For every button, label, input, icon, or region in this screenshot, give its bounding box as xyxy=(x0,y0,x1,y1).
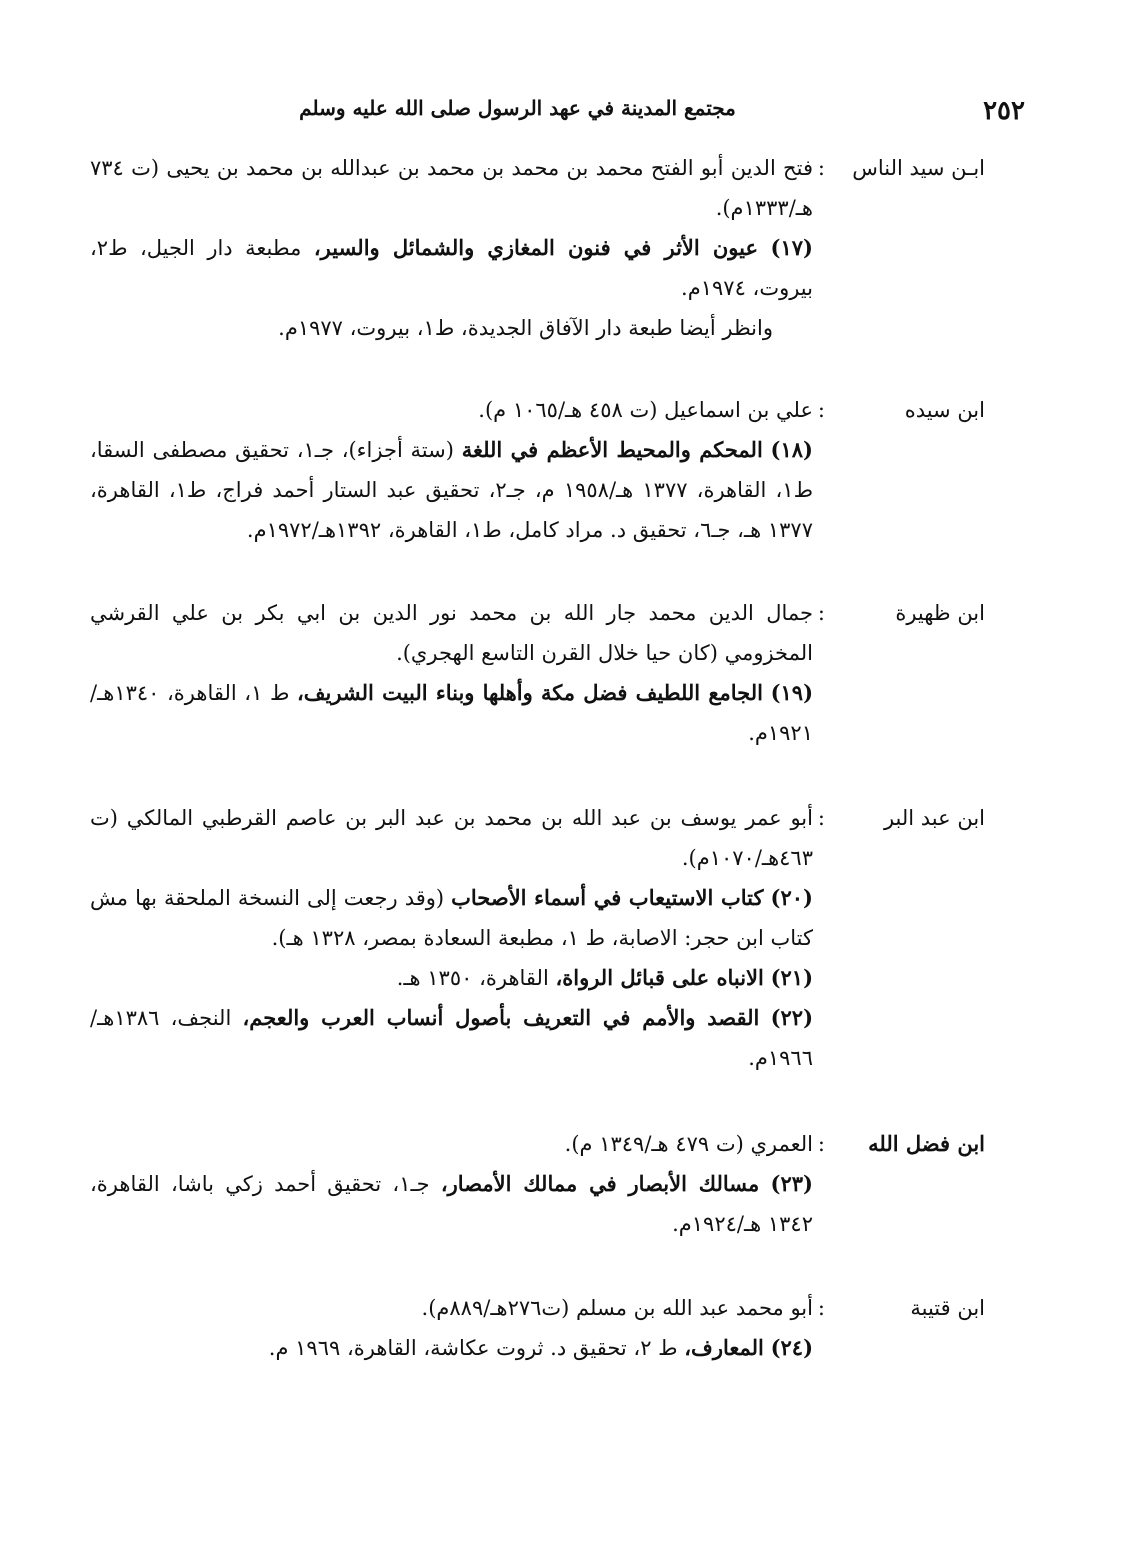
bibliography-entry xyxy=(90,798,985,1078)
work-details: (ستة أجزاء)، جـ١، تحقيق مصطفى السقا، ط١، القاهرة، ١٣٧٧ هـ/١٩٥٨ م، جـ٢، تحقيق عبد الستار أحمد فراج، ط١، القاهرة، ١٣٧٧ هـ، جـ٦، تحقيق د. مراد كامل، ط١، القاهرة، ١٣٩٢هـ/١٩٧٢م. xyxy=(90,438,813,542)
work-title: كتاب الاستيعاب في أسماء الأصحاب xyxy=(451,885,764,910)
colon-separator: : xyxy=(817,806,825,830)
work-details: (وقد رجعت إلى النسخة الملحقة بها مش كتاب ابن حجر: الاصابة، ط ١، مطبعة السعادة بمصر، ١٣٢٨ هـ). xyxy=(90,886,813,950)
author-bio: علي بن اسماعيل (ت ٤٥٨ هـ/١٠٦٥ م). xyxy=(478,398,813,422)
author-name: ابن فضل الله xyxy=(868,1131,985,1156)
page-number: ٢٥٢ xyxy=(983,96,1025,126)
work-title: مسالك الأبصار في ممالك الأمصار، xyxy=(440,1171,760,1196)
colon-separator: : xyxy=(817,1132,825,1156)
colon-separator: : xyxy=(817,156,825,180)
work-number: (١٨) xyxy=(770,437,813,462)
work-note: وانظر أيضا طبعة دار الآفاق الجديدة، ط١، بيروت، ١٩٧٧م. xyxy=(278,316,773,340)
colon-separator: : xyxy=(817,601,825,625)
work-number: (١٩) xyxy=(770,680,813,705)
work-details: النجف، ١٣٨٦هـ/١٩٦٦م. xyxy=(90,1006,813,1070)
work-item xyxy=(90,998,813,1078)
work-details: مطبعة دار الجيل، ط٢، بيروت، ١٩٧٤م. xyxy=(90,236,813,300)
work-item xyxy=(90,228,813,308)
work-item xyxy=(90,1164,813,1244)
bibliography-entry xyxy=(90,390,985,550)
work-details: جـ١، تحقيق أحمد زكي باشا، القاهرة، ١٣٤٢ هـ/١٩٢٤م. xyxy=(90,1172,813,1236)
work-number: (١٧) xyxy=(770,235,813,260)
work-title: الجامع اللطيف فضل مكة وأهلها وبناء البيت الشريف، xyxy=(296,680,763,705)
bibliography-entry xyxy=(90,593,985,753)
work-item xyxy=(90,1328,813,1368)
author-name: ابن قتيبة xyxy=(910,1296,985,1320)
colon-separator: : xyxy=(817,1296,825,1320)
work-item xyxy=(90,958,813,998)
author-bio: العمري (ت ٤٧٩ هـ/١٣٤٩ م). xyxy=(564,1132,813,1156)
author-bio: أبو عمر يوسف بن عبد الله بن محمد بن عبد البر بن عاصم القرطبي المالكي (ت ٤٦٣هـ/١٠٧٠م). xyxy=(90,806,813,870)
work-number: (٢٣) xyxy=(770,1171,813,1196)
author-bio: أبو محمد عبد الله بن مسلم (ت٢٧٦هـ/٨٨٩م). xyxy=(421,1296,813,1320)
work-title: الانباه على قبائل الرواة، xyxy=(555,965,764,990)
author-name: ابن عبد البر xyxy=(883,806,985,830)
author-name: ابـن سيد الناس xyxy=(852,156,985,180)
author-bio: جمال الدين محمد جار الله بن محمد نور الدين بن ابي بكر بن علي القرشي المخزومي (كان حيا خلال القرن التاسع الهجري). xyxy=(90,601,813,665)
author-bio: فتح الدين أبو الفتح محمد بن محمد بن محمد بن عبدالله بن محمد بن يحيى (ت ٧٣٤ هـ/١٣٣٣م). xyxy=(90,156,813,220)
author-name: ابن ظهيرة xyxy=(895,601,985,625)
work-title: المحكم والمحيط الأعظم في اللغة xyxy=(461,437,763,462)
work-title: المعارف، xyxy=(684,1335,764,1360)
bibliography-entry xyxy=(90,148,985,348)
work-number: (٢١) xyxy=(770,965,813,990)
bibliography-entry xyxy=(90,1288,985,1368)
work-title: عيون الأثر في فنون المغازي والشمائل والسير، xyxy=(313,235,759,260)
work-number: (٢٢) xyxy=(770,1005,814,1030)
work-number: (٢٠) xyxy=(770,885,813,910)
work-details: ط ٢، تحقيق د. ثروت عكاشة، القاهرة، ١٩٦٩ م. xyxy=(268,1336,685,1360)
work-number: (٢٤) xyxy=(770,1335,813,1360)
running-header: مجتمع المدينة في عهد الرسول صلى الله عليه وسلم xyxy=(299,96,736,120)
work-title: القصد والأمم في التعريف بأصول أنساب العرب والعجم، xyxy=(242,1005,760,1030)
work-details: ط ١، القاهرة، ١٣٤٠هـ/١٩٢١م. xyxy=(90,681,813,745)
colon-separator: : xyxy=(817,398,825,422)
author-name: ابن سيده xyxy=(904,398,985,422)
work-item xyxy=(90,673,813,753)
work-item xyxy=(90,878,813,958)
work-details: القاهرة، ١٣٥٠ هـ. xyxy=(396,966,556,990)
work-item xyxy=(90,430,813,550)
bibliography-entry xyxy=(90,1124,985,1244)
